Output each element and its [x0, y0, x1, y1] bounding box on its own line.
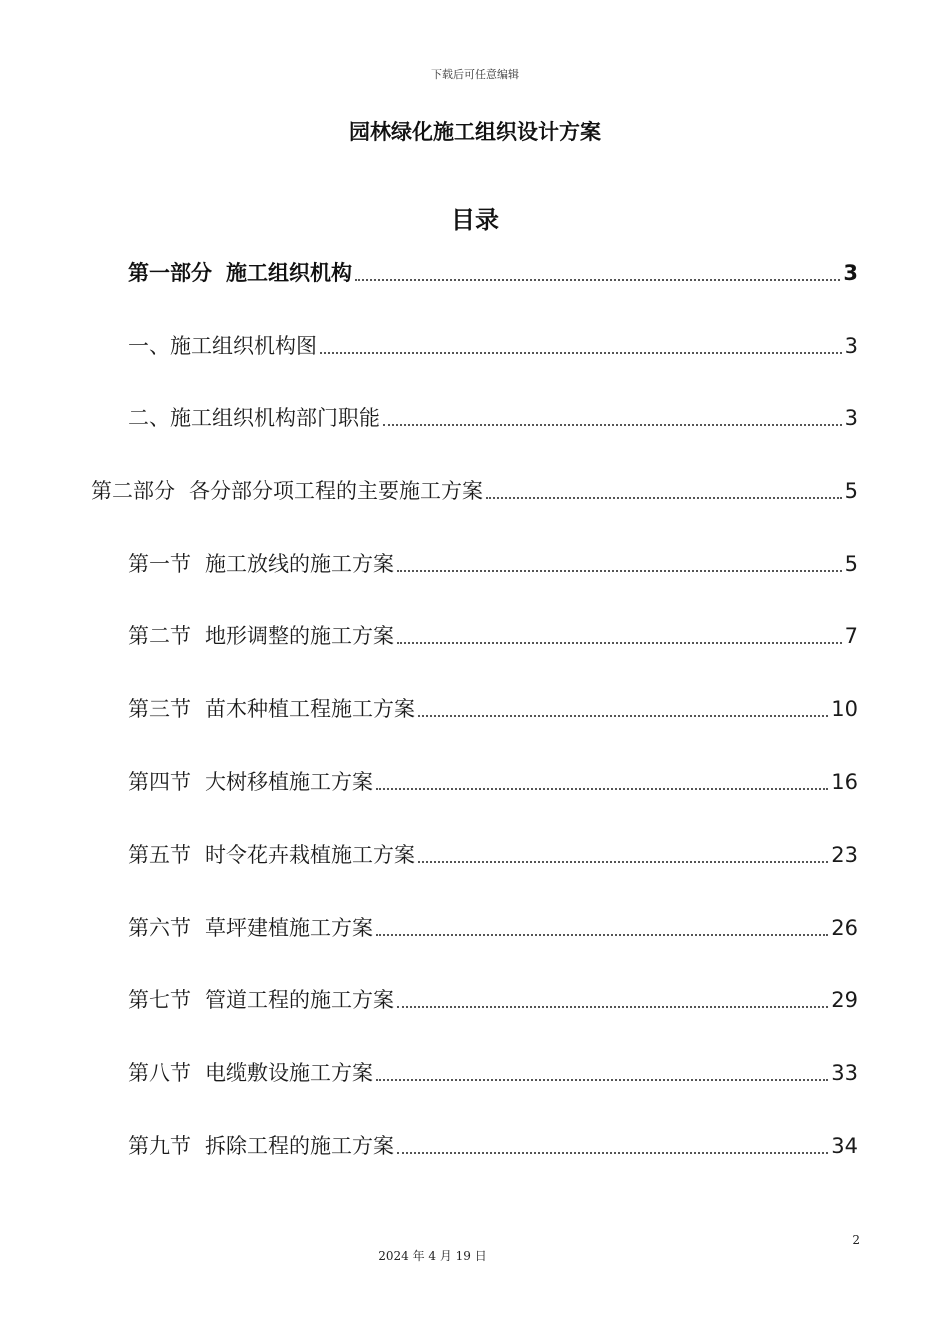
- footer-date: 2024 年 4 月 19 日: [378, 1249, 487, 1263]
- toc-entry-text: 大树移植施工方案: [205, 770, 373, 794]
- toc-leader-dots: [376, 934, 828, 936]
- toc-entry-prefix: 第八节: [128, 1061, 191, 1085]
- toc-entry-section-9[interactable]: [128, 1131, 858, 1161]
- toc-entry-page: 29: [831, 988, 858, 1012]
- toc-entry-prefix: 第一部分: [128, 261, 212, 285]
- toc-entry-label: [128, 840, 415, 870]
- toc-leader-dots: [397, 1152, 828, 1154]
- toc-entry-prefix: 第二节: [128, 624, 191, 648]
- toc-entry-part-2[interactable]: [91, 476, 858, 506]
- toc-leader-dots: [376, 788, 828, 790]
- toc-entry-label: [91, 476, 483, 506]
- toc-entry-prefix: 第一节: [128, 552, 191, 576]
- toc-entry-page: 3: [843, 261, 858, 285]
- toc-leader-dots: [418, 861, 828, 863]
- toc-entry-text: 拆除工程的施工方案: [205, 1134, 394, 1158]
- toc-entry-part-1[interactable]: [128, 258, 858, 288]
- toc-entry-section-4[interactable]: [128, 767, 858, 797]
- toc-entry-prefix: 第七节: [128, 988, 191, 1012]
- toc-leader-dots: [397, 1006, 828, 1008]
- toc-heading: 目录: [451, 206, 499, 234]
- toc-entry-prefix: 第二部分: [91, 479, 175, 503]
- toc-entry-text: 施工组织机构: [226, 261, 352, 285]
- toc-entry-section-5[interactable]: [128, 840, 858, 870]
- page-number: 2: [852, 1233, 860, 1247]
- toc-entry-prefix: 第五节: [128, 843, 191, 867]
- toc-entry-section-7[interactable]: [128, 985, 858, 1015]
- header-note: 下载后可任意编辑: [431, 68, 519, 81]
- toc-entry-page: 26: [831, 916, 858, 940]
- toc-entry-section-2[interactable]: [128, 621, 858, 651]
- toc-entry-text: 苗木种植工程施工方案: [205, 697, 415, 721]
- toc-entry-section-1[interactable]: [128, 549, 858, 579]
- toc-entry-label: [128, 913, 373, 943]
- toc-leader-dots: [355, 279, 840, 281]
- toc-entry-text: 草坪建植施工方案: [205, 916, 373, 940]
- toc-entry-text: 电缆敷设施工方案: [205, 1061, 373, 1085]
- toc-entry-page: 5: [844, 552, 858, 576]
- toc-entry-page: 16: [831, 770, 858, 794]
- toc-entry-text: 时令花卉栽植施工方案: [205, 843, 415, 867]
- toc-entry-label: [128, 258, 352, 288]
- toc-entry-label: [128, 331, 317, 361]
- toc-entry-text: 一、施工组织机构图: [128, 334, 317, 358]
- toc-entry-page: 5: [844, 479, 858, 503]
- toc-leader-dots: [486, 497, 842, 499]
- toc-entry-prefix: 第九节: [128, 1134, 191, 1158]
- toc-entry-label: [128, 549, 394, 579]
- toc-entry-text: 施工放线的施工方案: [205, 552, 394, 576]
- toc-leader-dots: [397, 642, 842, 644]
- toc-entry-page: 7: [844, 624, 858, 648]
- toc-entry-prefix: 第六节: [128, 916, 191, 940]
- toc-leader-dots: [320, 352, 842, 354]
- toc-entry-page: 23: [831, 843, 858, 867]
- toc-entry-text: 管道工程的施工方案: [205, 988, 394, 1012]
- toc-entry-label: [128, 1131, 394, 1161]
- toc-entry-text: 各分部分项工程的主要施工方案: [189, 479, 483, 503]
- toc-entry-text: 地形调整的施工方案: [205, 624, 394, 648]
- toc-entry-dept-functions[interactable]: [128, 403, 858, 433]
- toc-entry-prefix: 第三节: [128, 697, 191, 721]
- toc-entry-section-6[interactable]: [128, 913, 858, 943]
- toc-leader-dots: [418, 715, 828, 717]
- toc-entry-label: [128, 985, 394, 1015]
- toc-entry-text: 二、施工组织机构部门职能: [128, 406, 380, 430]
- toc-entry-org-chart[interactable]: [128, 331, 858, 361]
- toc-entry-page: 10: [831, 697, 858, 721]
- toc-entry-page: 3: [844, 334, 858, 358]
- toc-entry-label: [128, 621, 394, 651]
- toc-entry-label: [128, 1058, 373, 1088]
- toc-entry-section-3[interactable]: [128, 694, 858, 724]
- toc-entry-label: [128, 767, 373, 797]
- toc-leader-dots: [383, 424, 842, 426]
- toc-leader-dots: [376, 1079, 828, 1081]
- toc-entry-prefix: 第四节: [128, 770, 191, 794]
- toc-entry-section-8[interactable]: [128, 1058, 858, 1088]
- toc-entry-label: [128, 403, 380, 433]
- toc-entry-page: 33: [831, 1061, 858, 1085]
- toc-entry-page: 3: [844, 406, 858, 430]
- document-title: 园林绿化施工组织设计方案: [349, 120, 601, 144]
- toc-leader-dots: [397, 570, 842, 572]
- toc-entry-page: 34: [831, 1134, 858, 1158]
- toc-entry-label: [128, 694, 415, 724]
